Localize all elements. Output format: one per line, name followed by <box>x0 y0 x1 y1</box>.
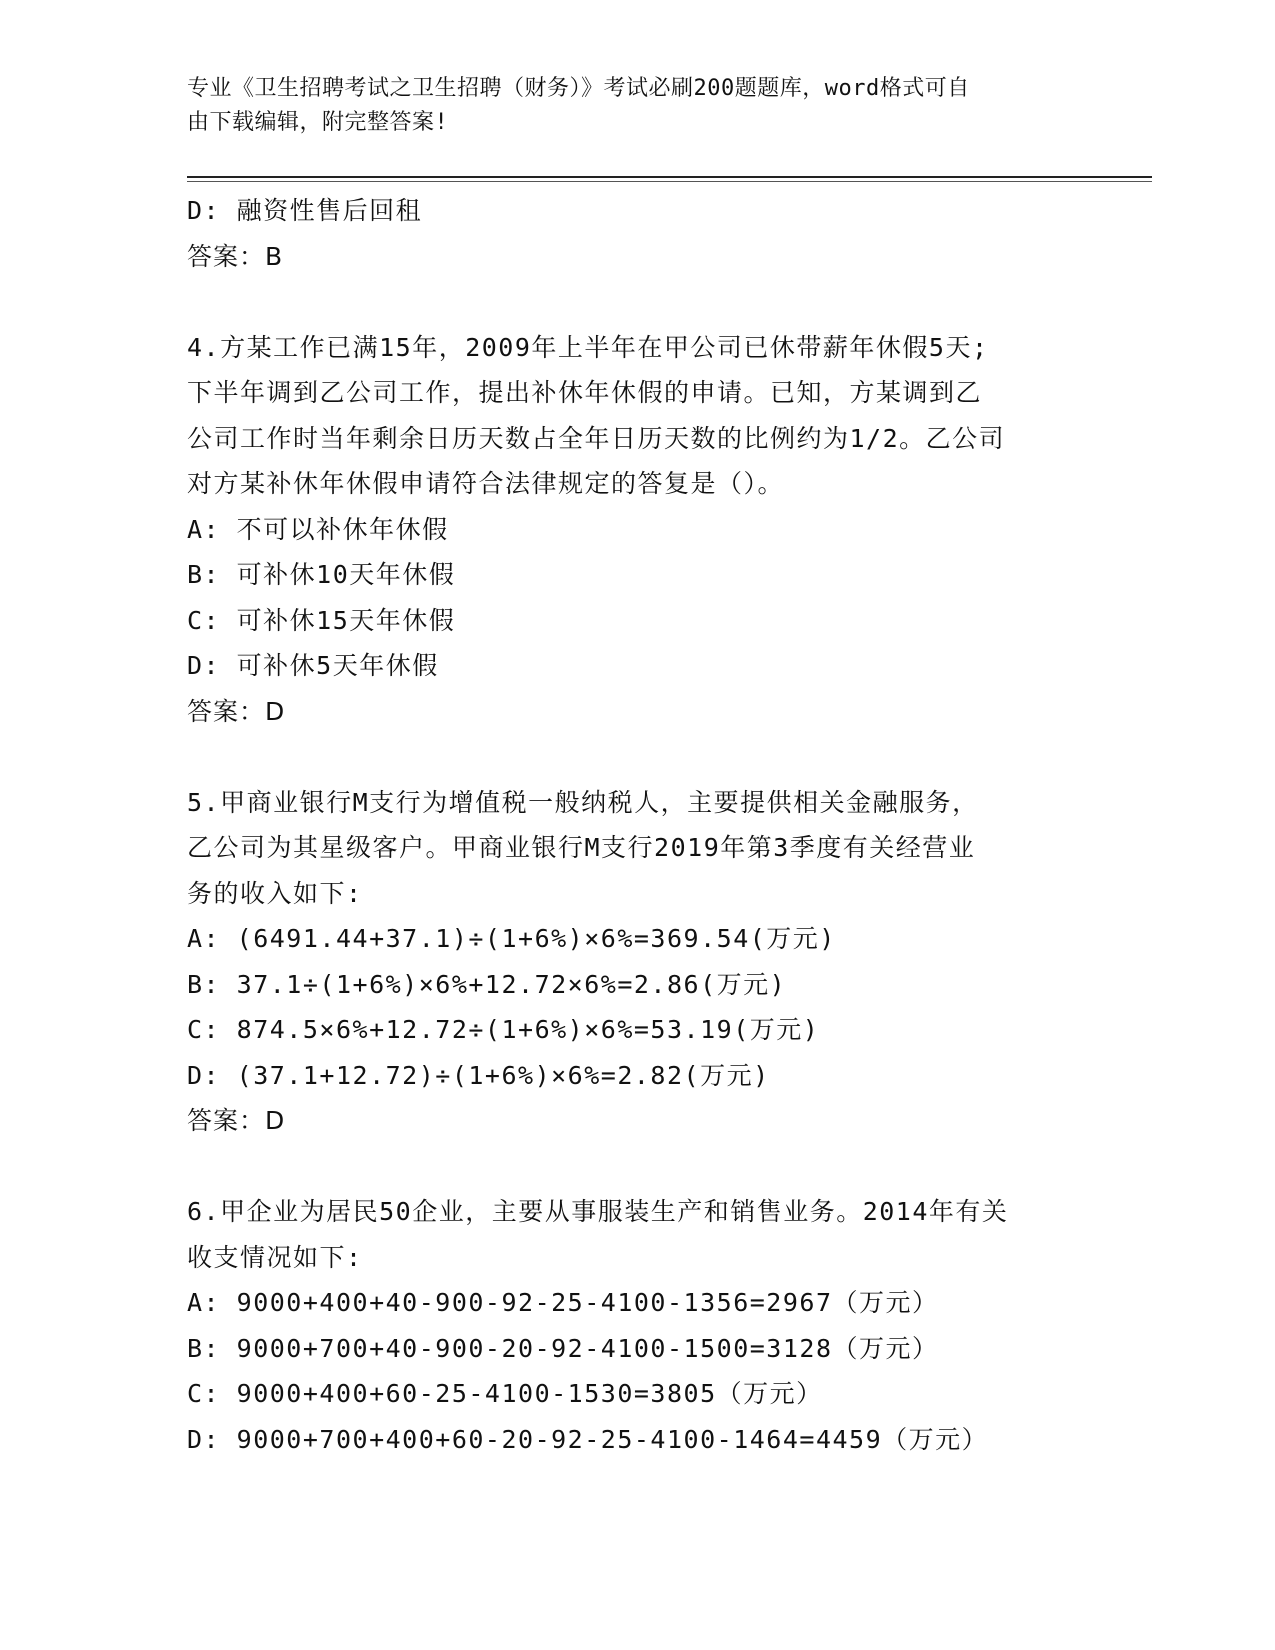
question-4-line: 4.方某工作已满15年，2009年上半年在甲公司已休带薪年休假5天; <box>187 332 989 362</box>
spacer <box>187 1144 1087 1190</box>
prev-option-d: D: 融资性售后回租 <box>187 196 423 225</box>
header-line-2: 由下载编辑，附完整答案! <box>187 110 449 135</box>
document-body <box>187 188 1087 1462</box>
question-5-option-b: B: 37.1÷(1+6%)×6%+12.72×6%=2.86(万元) <box>187 969 787 999</box>
page-header <box>187 72 1087 140</box>
question-6-option-c: C: 9000+400+60-25-4100-1530=3805（万元） <box>187 1379 823 1408</box>
prev-answer: 答案：B <box>187 241 284 271</box>
header-divider-thick <box>187 176 1152 178</box>
header-divider-thin <box>187 181 1152 182</box>
question-4 <box>187 325 1087 507</box>
question-6-line: 6.甲企业为居民50企业，主要从事服装生产和销售业务。2014年有关 <box>187 1197 1009 1226</box>
question-5-option-a: A: (6491.44+37.1)÷(1+6%)×6%=369.54(万元) <box>187 924 836 953</box>
question-5-line: 务的收入如下: <box>187 878 363 908</box>
question-4-line: 下半年调到乙公司工作，提出补休年休假的申请。已知，方某调到乙 <box>187 378 983 407</box>
spacer <box>187 734 1087 780</box>
question-4-answer: 答案：D <box>187 696 286 726</box>
question-4-option-c: C: 可补休15天年休假 <box>187 605 456 635</box>
question-6 <box>187 1189 1087 1280</box>
question-5-line: 乙公司为其星级客户。甲商业银行M支行2019年第3季度有关经营业 <box>187 833 976 862</box>
header-line-1: 专业《卫生招聘考试之卫生招聘（财务）》考试必刷200题题库，word格式可自 <box>187 76 970 101</box>
question-4-option-b: B: 可补休10天年休假 <box>187 560 456 589</box>
spacer <box>187 279 1087 325</box>
question-5-option-d: D: (37.1+12.72)÷(1+6%)×6%=2.82(万元) <box>187 1060 770 1090</box>
question-5-option-c: C: 874.5×6%+12.72÷(1+6%)×6%=53.19(万元) <box>187 1015 820 1044</box>
question-5-line: 5.甲商业银行M支行为增值税一般纳税人，主要提供相关金融服务， <box>187 787 979 817</box>
question-4-line: 对方某补休年休假申请符合法律规定的答复是（）。 <box>187 469 785 498</box>
question-6-line: 收支情况如下: <box>187 1242 363 1272</box>
question-4-option-a: A: 不可以补休年休假 <box>187 514 449 544</box>
question-4-option-d: D: 可补休5天年休假 <box>187 651 439 680</box>
question-6-option-a: A: 9000+400+40-900-92-25-4100-1356=2967（万元） <box>187 1288 939 1317</box>
question-6-option-d: D: 9000+700+400+60-20-92-25-4100-1464=4459（万元） <box>187 1424 989 1454</box>
question-5-answer: 答案：D <box>187 1106 286 1135</box>
question-6-option-b: B: 9000+700+40-900-20-92-4100-1500=3128（万元） <box>187 1333 939 1363</box>
question-5 <box>187 780 1087 917</box>
question-4-line: 公司工作时当年剩余日历天数占全年日历天数的比例约为1/2。乙公司 <box>187 423 1006 453</box>
